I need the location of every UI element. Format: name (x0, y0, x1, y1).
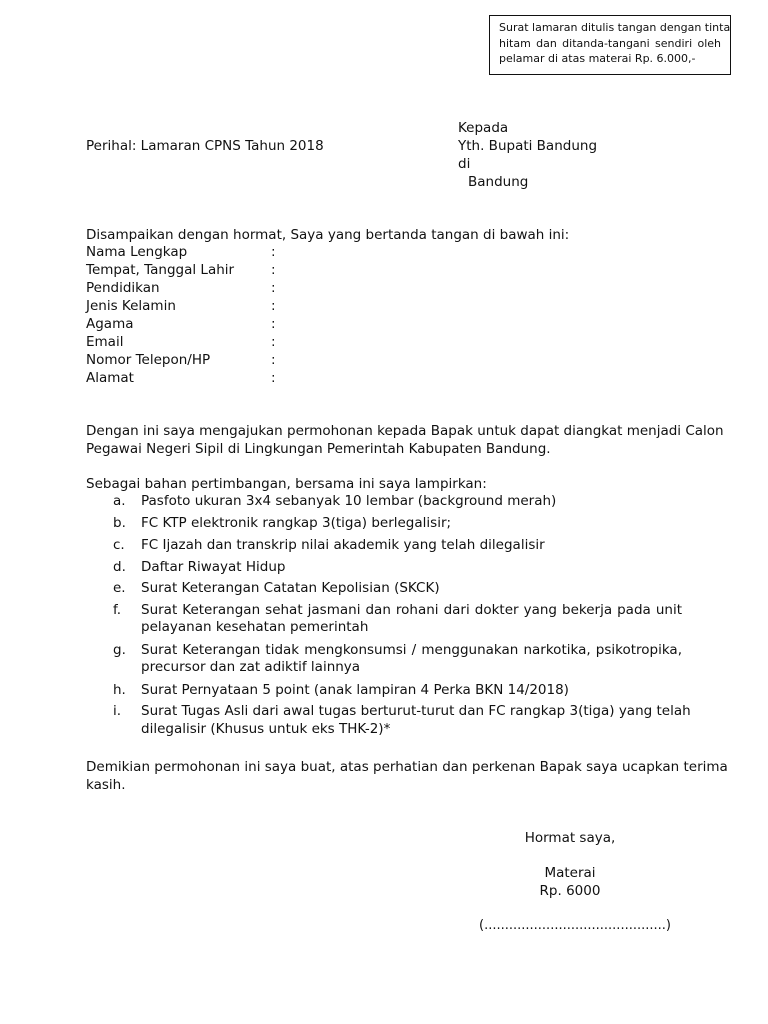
list-item-text: Surat Pernyataan 5 point (anak lampiran 4 Perka BKN 14/2018) (141, 681, 569, 698)
stamp-label: Materai (544, 865, 596, 881)
recipient-di: di (458, 156, 471, 172)
field-colon: : (271, 352, 276, 368)
note-line: hitam dan ditanda-tangani sendiri oleh (499, 36, 721, 50)
list-item-text: Pasfoto ukuran 3x4 sebanyak 10 lembar (background merah) (141, 493, 557, 509)
list-item (86, 580, 682, 598)
field-colon: : (271, 280, 276, 296)
recipient-block (458, 119, 597, 191)
note-line: pelamar di atas materai Rp. 6.000,- (499, 52, 696, 65)
subject-line: Perihal: Lamaran CPNS Tahun 2018 (86, 138, 324, 154)
list-item-text: Surat Keterangan Catatan Kepolisian (SKCK) (141, 580, 440, 596)
field-colon: : (271, 370, 276, 386)
list-item (86, 703, 691, 738)
field-colon: : (271, 298, 276, 314)
field-row (86, 369, 306, 387)
closing-paragraph (86, 758, 728, 794)
field-row (86, 315, 306, 333)
field-row (86, 351, 306, 369)
list-item-text: Surat Keterangan tidak mengkonsumsi / menggunakan narkotika, psikotropika, (141, 641, 682, 658)
note-line: Surat lamaran ditulis tangan dengan tinta (499, 21, 731, 34)
field-row (86, 279, 306, 297)
field-row (86, 297, 306, 315)
instruction-note (489, 15, 731, 75)
list-item-letter: f. (113, 601, 122, 618)
paragraph-line: Dengan ini saya mengajukan permohonan kepada Bapak untuk dapat diangkat menjadi Calon (86, 423, 724, 439)
field-label: Nomor Telepon/HP (86, 352, 211, 368)
list-item (86, 642, 682, 677)
list-item-text: FC Ijazah dan transkrip nilai akademik yang telah dilegalisir (141, 537, 545, 553)
field-label: Email (86, 334, 124, 350)
attachments-list (86, 493, 691, 738)
list-item-text: pelayanan kesehatan pemerintah (141, 619, 369, 635)
list-item-letter: g. (113, 641, 126, 658)
field-label: Jenis Kelamin (86, 298, 176, 314)
field-colon: : (271, 334, 276, 350)
list-item-text: FC KTP elektronik rangkap 3(tiga) berlegalisir; (141, 514, 452, 531)
list-item-text: Surat Keterangan sehat jasmani dan rohani dari dokter yang bekerja pada unit (141, 601, 682, 618)
field-colon: : (271, 262, 276, 278)
list-item-text: dilegalisir (Khusus untuk eks THK-2)* (141, 720, 391, 737)
list-item (86, 559, 682, 577)
list-item-letter: e. (113, 580, 126, 596)
paragraph-line: kasih. (86, 777, 126, 793)
signature-regards: Hormat saya, (524, 830, 616, 846)
list-item-letter: b. (113, 514, 126, 531)
field-label: Alamat (86, 370, 134, 386)
list-item (86, 602, 682, 637)
list-item-letter: c. (113, 537, 125, 553)
paragraph-line: Demikian permohonan ini saya buat, atas perhatian dan perkenan Bapak saya ucapkan terima (86, 759, 728, 775)
request-paragraph (86, 422, 724, 458)
list-item-letter: h. (113, 681, 126, 698)
paragraph-line: Pegawai Negeri Sipil di Lingkungan Pemerintah Kabupaten Bandung. (86, 441, 551, 457)
list-item (86, 493, 682, 511)
list-item (86, 515, 682, 533)
signature-name-placeholder: (............................................) (479, 918, 671, 933)
list-item-text: Daftar Riwayat Hidup (141, 558, 286, 575)
recipient-to: Yth. Bupati Bandung (458, 138, 598, 154)
field-row (86, 261, 306, 279)
list-item (86, 682, 682, 700)
recipient-kepada: Kepada (458, 120, 509, 136)
field-row (86, 333, 306, 351)
list-item-letter: d. (113, 558, 126, 575)
attachments-intro: Sebagai bahan pertimbangan, bersama ini saya lampirkan: (86, 476, 487, 492)
personal-data-fields (86, 243, 306, 387)
field-colon: : (271, 244, 276, 260)
recipient-city: Bandung (468, 174, 529, 190)
stamp-value: Rp. 6000 (539, 883, 601, 899)
list-item-text: precursor dan zat adiktif lainnya (141, 659, 361, 675)
field-label: Tempat, Tanggal Lahir (86, 262, 235, 278)
field-label: Agama (86, 316, 134, 332)
greeting-line: Disampaikan dengan hormat, Saya yang bertanda tangan di bawah ini: (86, 227, 570, 243)
field-label: Nama Lengkap (86, 244, 188, 260)
list-item-text: Surat Tugas Asli dari awal tugas berturut-turut dan FC rangkap 3(tiga) yang telah (141, 703, 691, 719)
field-row (86, 243, 306, 261)
list-item (86, 537, 682, 555)
field-label: Pendidikan (86, 280, 160, 296)
list-item-letter: i. (113, 703, 122, 719)
field-colon: : (271, 316, 276, 332)
list-item-letter: a. (113, 493, 126, 509)
